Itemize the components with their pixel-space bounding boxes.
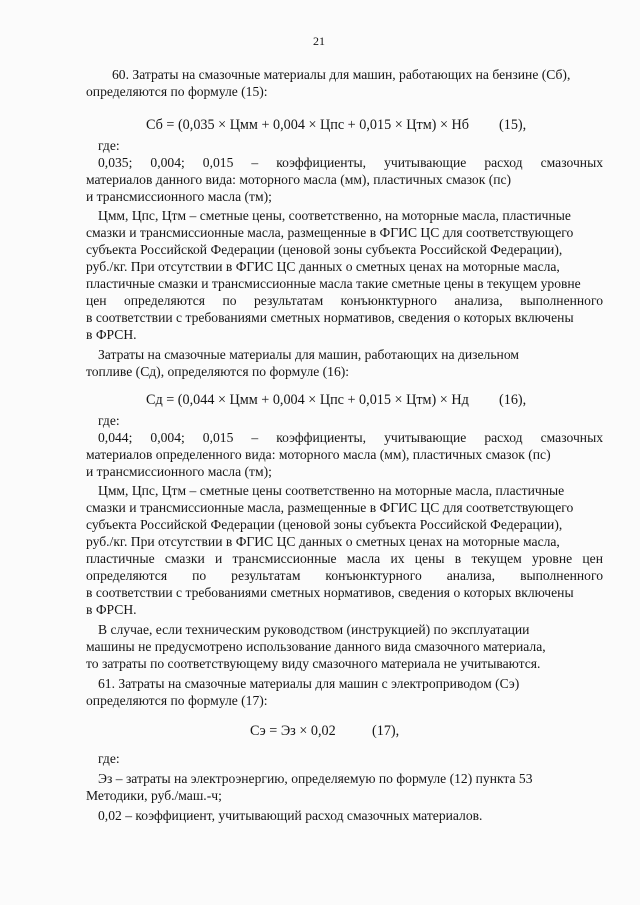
paragraph-line: определяются по формуле (15): [86, 84, 268, 99]
formula-15-number: (15), [499, 117, 527, 133]
paragraph-line: субъекта Российской Федерации (ценовой зоны субъекта Российской Федерации), [86, 517, 563, 532]
paragraph-line: материалов данного вида: моторного масла (мм), пластичных смазок (пс) [86, 172, 512, 187]
paragraph-line: руб./кг. При отсутствии в ФГИС ЦС данных о сметных ценах на моторные масла, [86, 534, 560, 549]
paragraph-line: руб./кг. При отсутствии в ФГИС ЦС данных о сметных ценах на моторные масла, [86, 259, 560, 274]
formula-17: Сэ = Эз × 0,02 [250, 723, 336, 739]
paragraph-line: 60. Затраты на смазочные материалы для машин, работающих на бензине (Сб), [112, 67, 571, 82]
paragraph-line: Цмм, Цпс, Цтм – сметные цены соответственно на моторные масла, пластичные [98, 483, 565, 498]
where-label: где: [98, 138, 120, 153]
formula-16-number: (16), [499, 392, 527, 408]
paragraph-line: в соответствии с требованиями сметных нормативов, сведения о которых включены [86, 585, 574, 600]
paragraph-line: пластичные смазки и трансмиссионные масла такие сметные цены в текущем уровне [86, 276, 581, 291]
paragraph-line: Эз – затраты на электроэнергию, определяемую по формуле (12) пункта 53 [98, 771, 533, 786]
paragraph-line: смазки и трансмиссионные масла, размещенные в ФГИС ЦС для соответствующего [86, 500, 574, 515]
where-label: где: [98, 751, 120, 766]
paragraph-line: то затраты по соответствующему виду смазочного материала не учитываются. [86, 656, 541, 671]
paragraph-line: в ФРСН. [86, 327, 137, 342]
paragraph-line: 0,044; 0,004; 0,015 – коэффициенты, учитывающие расход смазочных [98, 430, 603, 445]
paragraph-line: цен определяются по результатам конъюнктурного анализа, выполненного [86, 293, 603, 308]
paragraph-line: топливе (Сд), определяются по формуле (16): [86, 364, 350, 379]
paragraph-line: пластичные смазки и трансмиссионные масла их цены в текущем уровне цен [86, 551, 603, 566]
paragraph-line: и трансмиссионного масла (тм); [86, 464, 272, 479]
paragraph-line: определяются по формуле (17): [86, 693, 268, 708]
paragraph-line: и трансмиссионного масла (тм); [86, 189, 272, 204]
where-label: где: [98, 413, 120, 428]
paragraph-line: Затраты на смазочные материалы для машин, работающих на дизельном [98, 347, 519, 362]
page-number: 21 [313, 34, 325, 48]
paragraph-line: субъекта Российской Федерации (ценовой зоны субъекта Российской Федерации), [86, 242, 563, 257]
paragraph-line: 0,035; 0,004; 0,015 – коэффициенты, учитывающие расход смазочных [98, 155, 603, 170]
formula-16: Сд = (0,044 × Цмм + 0,004 × Цпс + 0,015 × Цтм) × Нд [146, 392, 469, 408]
paragraph-line: в ФРСН. [86, 602, 137, 617]
formula-17-number: (17), [372, 723, 400, 739]
paragraph-line: 0,02 – коэффициент, учитывающий расход смазочных материалов. [98, 808, 483, 823]
paragraph-line: в соответствии с требованиями сметных нормативов, сведения о которых включены [86, 310, 574, 325]
paragraph-line: Цмм, Цпс, Цтм – сметные цены, соответственно, на моторные масла, пластичные [98, 208, 571, 223]
paragraph-line: Методики, руб./маш.-ч; [86, 788, 222, 803]
paragraph-line: 61. Затраты на смазочные материалы для машин с электроприводом (Сэ) [98, 676, 520, 691]
formula-15: Сб = (0,035 × Цмм + 0,004 × Цпс + 0,015 × Цтм) × Нб [146, 117, 469, 133]
paragraph-line: машины не предусмотрено использование данного вида смазочного материала, [86, 639, 546, 654]
paragraph-line: материалов определенного вида: моторного масла (мм), пластичных смазок (пс) [86, 447, 551, 462]
paragraph-line: В случае, если техническим руководством (инструкцией) по эксплуатации [98, 622, 530, 637]
paragraph-line: смазки и трансмиссионные масла, размещенные в ФГИС ЦС для соответствующего [86, 225, 574, 240]
paragraph-line: определяются по результатам конъюнктурного анализа, выполненного [86, 568, 603, 583]
